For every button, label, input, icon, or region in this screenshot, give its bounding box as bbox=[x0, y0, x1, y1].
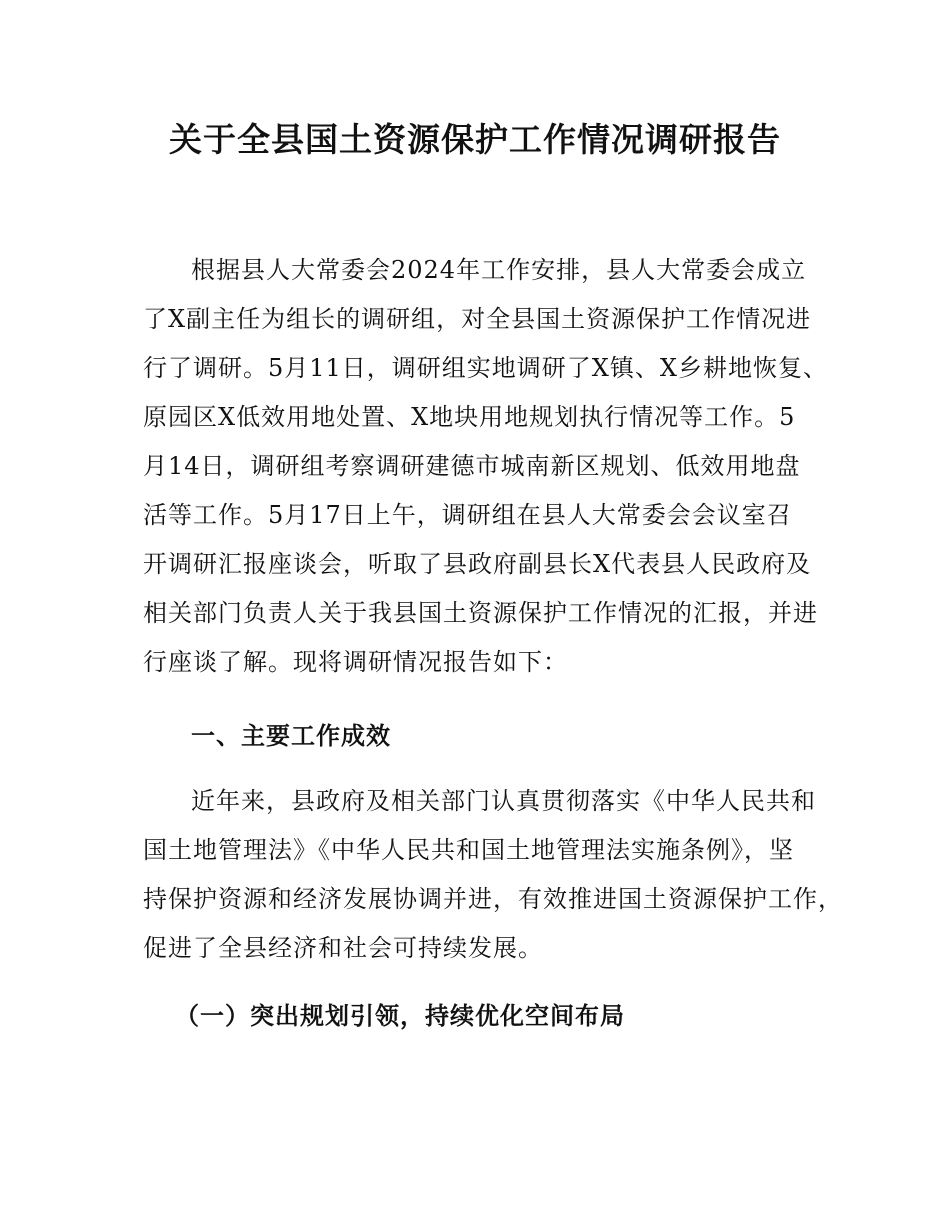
document-title: 关于全县国土资源保护工作情况调研报告 bbox=[169, 120, 781, 159]
paragraph-line: 了X副主任为组长的调研组，对全县国土资源保护工作情况进 bbox=[143, 305, 812, 333]
paragraph-line: 行座谈了解。现将调研情况报告如下： bbox=[143, 648, 568, 676]
paragraph-line: 活等工作。5月17日上午，调研组在县人大常委会会议室召 bbox=[143, 501, 792, 529]
paragraph-line: 持保护资源和经济发展协调并进，有效推进国土资源保护工作， bbox=[143, 885, 843, 913]
subsection-heading: （一）突出规划引领，持续优化空间布局 bbox=[175, 1002, 625, 1030]
paragraph-line: 开调研汇报座谈会，听取了县政府副县长X代表县人民政府及 bbox=[143, 550, 812, 578]
paragraph-line: 相关部门负责人关于我县国土资源保护工作情况的汇报，并进 bbox=[143, 599, 818, 627]
paragraph-line: 月14日，调研组考察调研建德市城南新区规划、低效用地盘 bbox=[143, 452, 801, 480]
paragraph-line: 行了调研。5月11日，调研组实地调研了X镇、X乡耕地恢复、 bbox=[143, 354, 828, 382]
paragraph-line: 国土地管理法》《中华人民共和国土地管理法实施条例》，坚 bbox=[143, 836, 794, 864]
paragraph-line: 近年来，县政府及相关部门认真贯彻落实《中华人民共和 bbox=[191, 787, 816, 815]
section-heading: 一、主要工作成效 bbox=[191, 722, 391, 750]
paragraph-line: 根据县人大常委会2024年工作安排，县人大常委会成立 bbox=[191, 256, 807, 284]
section-paragraph bbox=[143, 777, 843, 973]
intro-paragraph bbox=[143, 246, 833, 687]
paragraph-line: 原园区X低效用地处置、X地块用地规划执行情况等工作。5 bbox=[143, 403, 796, 431]
paragraph-line: 促进了全县经济和社会可持续发展。 bbox=[143, 934, 543, 962]
